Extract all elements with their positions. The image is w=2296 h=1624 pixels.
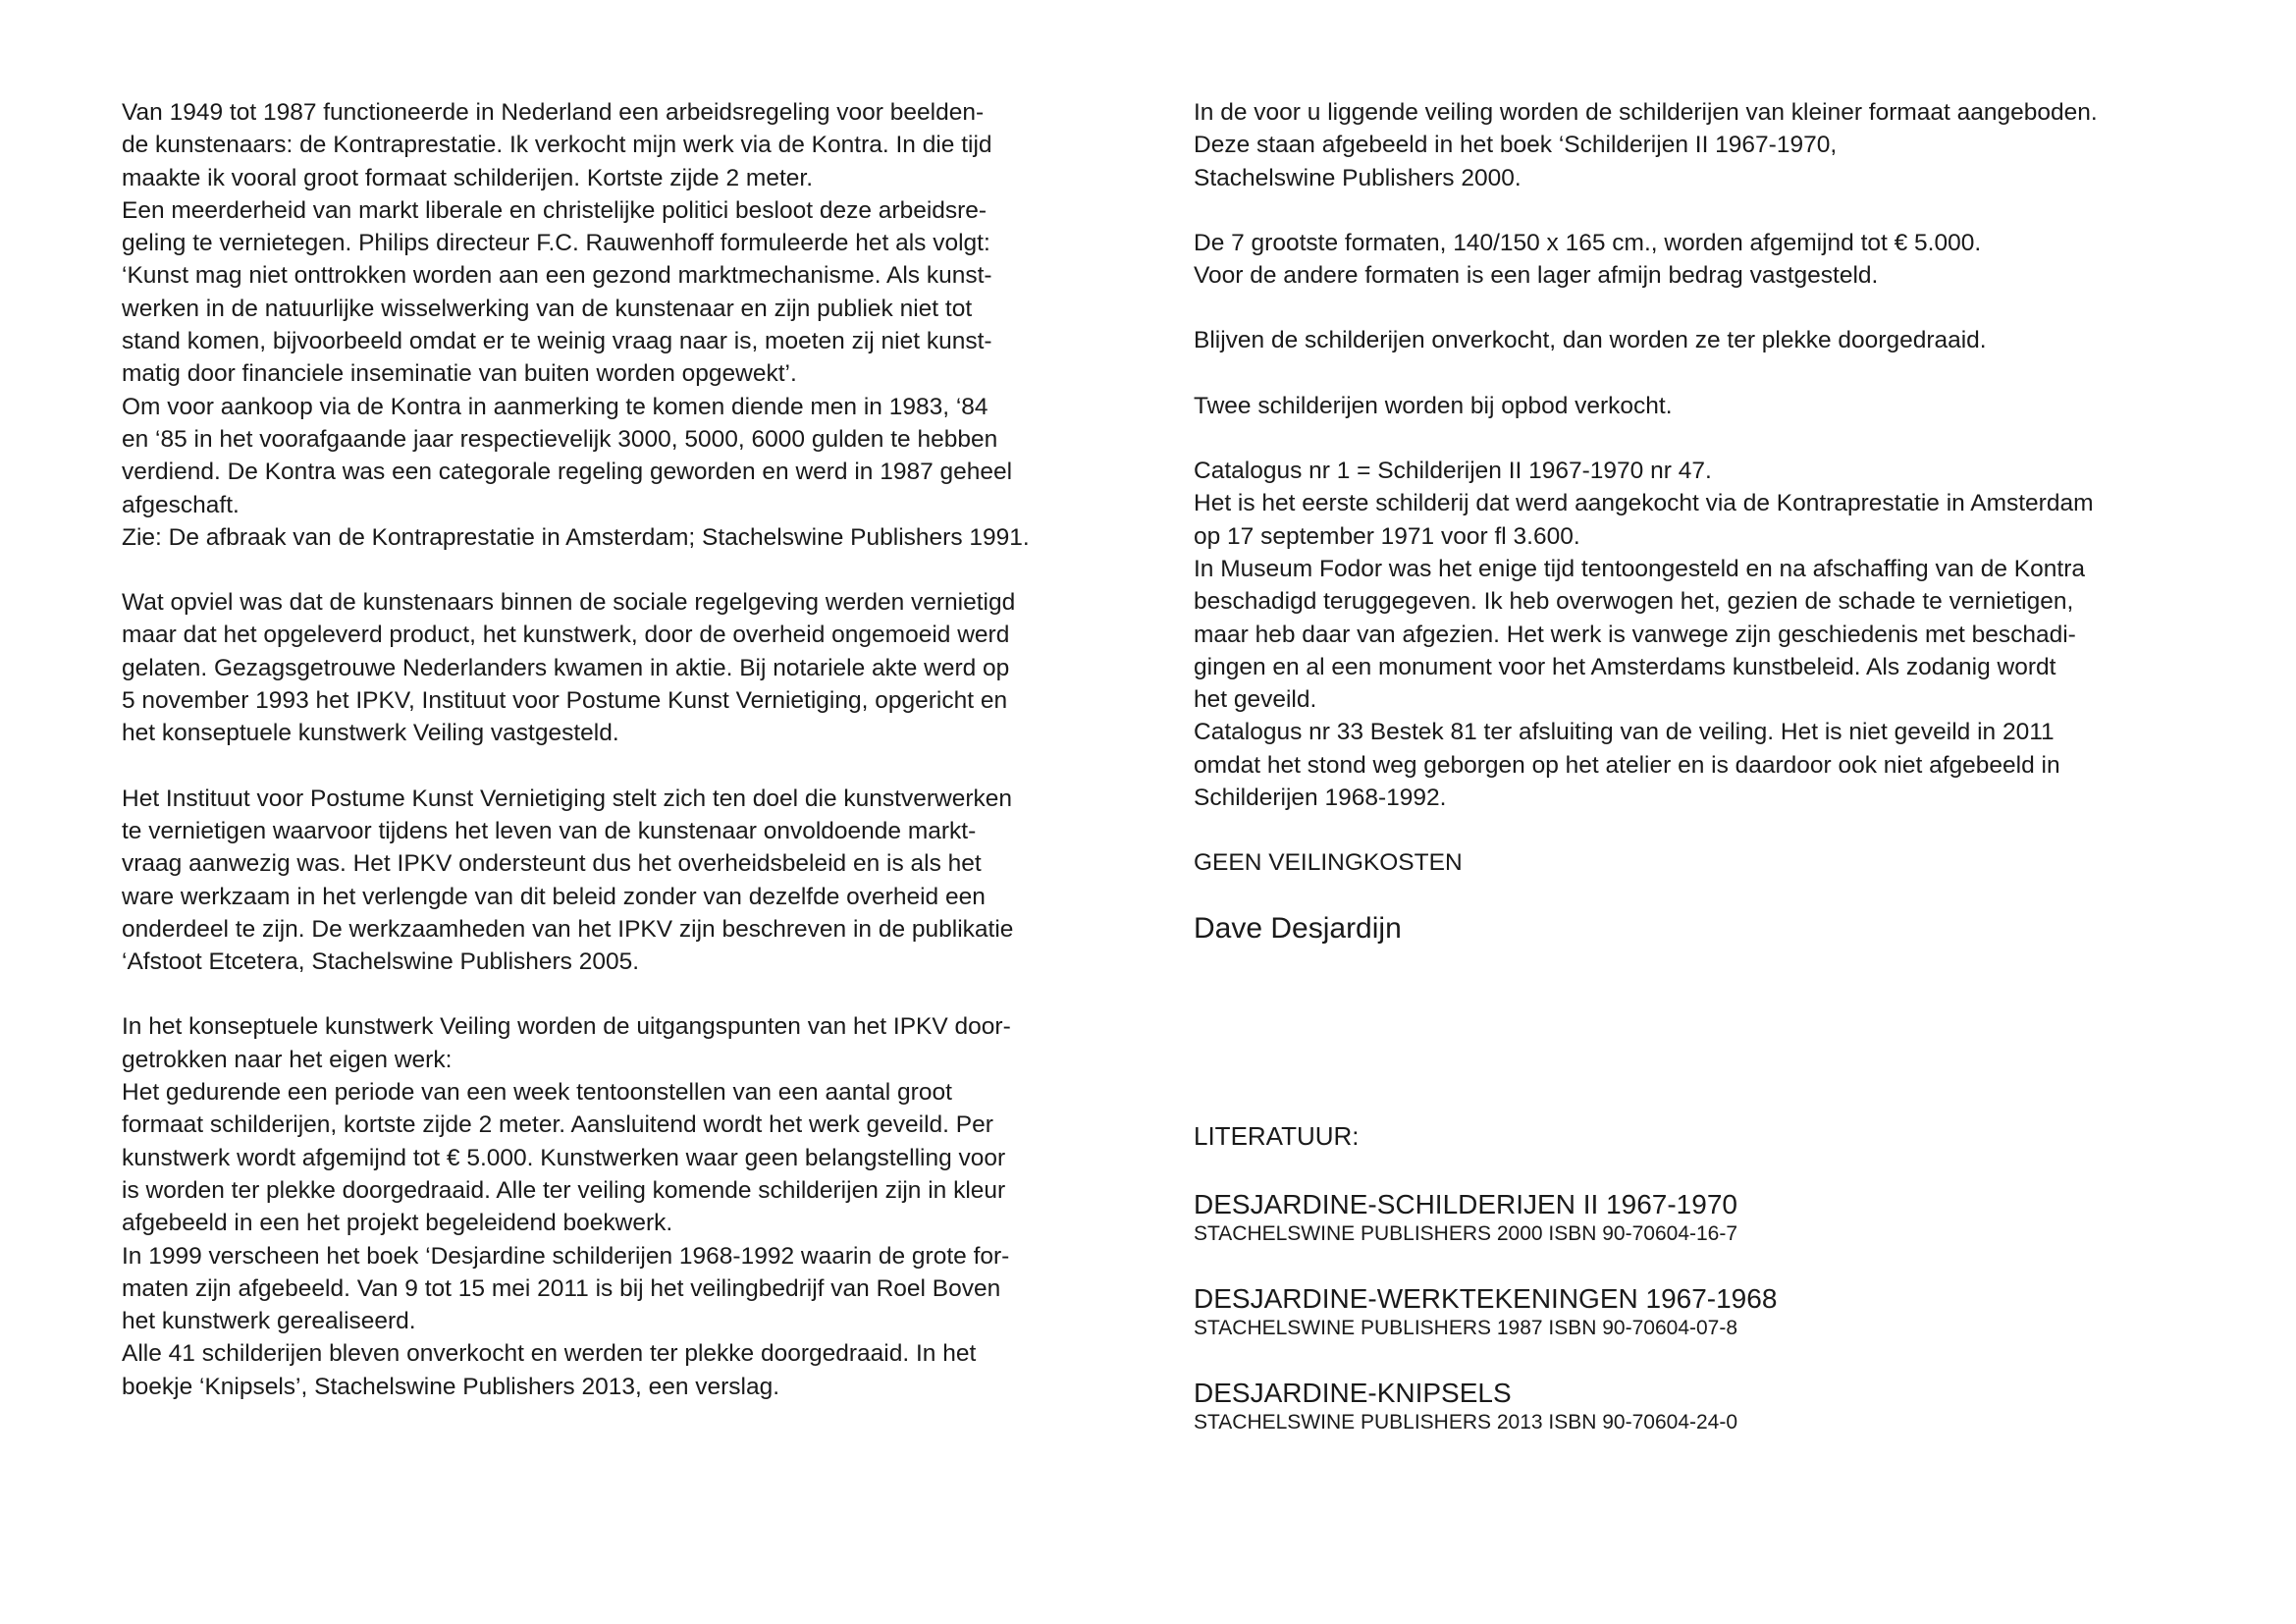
paragraph-unsold: Blijven de schilderijen onverkocht, dan worden ze ter plekke doorgedraaid. (1194, 327, 1987, 354)
paragraph-kontraprestatie: Van 1949 tot 1987 functioneerde in Nederland een arbeidsregeling voor beelden- de kunstenaars: de Kontraprestatie. Ik verkocht mijn werk via de Kontra. In die tijd maakte ik vooral groot formaat schilderijen. Kortste zijde 2 meter. Een meerderheid van markt liberale en christelijke politici besloot deze arbeidsre- geling te vernietegen. Philips directeur F.C. Rauwenhoff formuleerde het als volgt: ‘Kunst mag niet onttrokken worden aan een gezond marktmechanisme. Als kunst- werken in de natuurlijke wisselwerking van de kunstenaar en zijn publiek niet tot stand komen, bijvoorbeeld omdat er te weinig vraag naar is, moeten zij niet kunst- matig door financiele inseminatie van buiten worden opgewekt’. Om voor aankoop via de Kontra in aanmerking te komen diende men in 1983, ‘84 en ‘85 in het voorafgaande jaar respectievelijk 3000, 5000, 6000 gulden te hebben verdiend. De Kontra was een categorale regeling geworden en werd in 1987 geheel afgeschaft. Zie: De afbraak van de Kontraprestatie in Amsterdam; Stachelswine Publishers 1991. (122, 99, 1030, 551)
no-auction-costs: GEEN VEILINGKOSTEN (1194, 849, 1463, 877)
literature-item (1194, 1377, 2254, 1435)
left-column (122, 96, 1182, 1403)
paragraph-opbod: Twee schilderijen worden bij opbod verkocht. (1194, 392, 1673, 419)
literature-item (1194, 1282, 2254, 1341)
literature-heading: LITERATUUR: (1194, 1120, 1360, 1151)
literature-publisher: STACHELSWINE PUBLISHERS 1987 ISBN 90-70604-07-8 (1194, 1316, 1738, 1339)
paragraph-formats: De 7 grootste formaten, 140/150 x 165 cm., worden afgemijnd tot € 5.000. Voor de andere formaten is een lager afmijn bedrag vastgesteld. (1194, 229, 1982, 290)
signature: Dave Desjardijn (1194, 911, 1402, 945)
right-column (1194, 96, 2254, 1435)
literature-publisher: STACHELSWINE PUBLISHERS 2000 ISBN 90-70604-16-7 (1194, 1221, 1738, 1245)
literature-title: DESJARDINE-SCHILDERIJEN II 1967-1970 (1194, 1188, 1737, 1219)
paragraph-ipkv-goal: Het Instituut voor Postume Kunst Vernietiging stelt zich ten doel die kunstverwerken te vernietigen waarvoor tijdens het leven van de kunstenaar onvoldoende markt- vraag aanwezig was. Het IPKV ondersteunt dus het overheidsbeleid en is als het ware werkzaam in het verlengde van dit beleid zonder van dezelfde overheid een onderdeel te zijn. De werkzaamheden van het IPKV zijn beschreven in de publikatie ‘Afstoot Etcetera, Stachelswine Publishers 2005. (122, 785, 1014, 976)
literature-title: DESJARDINE-WERKTEKENINGEN 1967-1968 (1194, 1282, 1778, 1314)
literature-item (1194, 1188, 2254, 1247)
paragraph-catalogus: Catalogus nr 1 = Schilderijen II 1967-1970 nr 47. Het is het eerste schilderij dat werd aangekocht via de Kontraprestatie in Amsterdam op 17 september 1971 voor fl 3.600. In Museum Fodor was het enige tijd tentoongesteld en na afschaffing van de Kontra beschadigd teruggegeven. Ik heb overwogen het, gezien de schade te vernietigen, maar heb daar van afgezien. Het werk is vanwege zijn geschiedenis met beschadi- gingen en al een monument voor het Amsterdams kunstbeleid. Als zodanig wordt het geveild. Catalogus nr 33 Bestek 81 ter afsluiting van de veiling. Het is niet geveild in 2011 omdat het stond weg geborgen op het atelier en is daardoor ook niet afgebeeld in Schilderijen 1968-1992. (1194, 458, 2094, 812)
paragraph-veiling-concept: In het konseptuele kunstwerk Veiling worden de uitgangspunten van het IPKV door- getrokken naar het eigen werk: Het gedurende een periode van een week tentoonstellen van een aantal groot formaat schilderijen, kortste zijde 2 meter. Aansluitend wordt het werk geveild. Per kunstwerk wordt afgemijnd tot € 5.000. Kunstwerken waar geen belangstelling voor is worden ter plekke doorgedraaid. Alle ter veiling komende schilderijen zijn in kleur afgebeeld in een het projekt begeleidend boekwerk. In 1999 verscheen het boek ‘Desjardine schilderijen 1968-1992 waarin de grote for- maten zijn afgebeeld. Van 9 tot 15 mei 2011 is bij het veilingbedrijf van Roel Boven het kunstwerk gerealiseerd. Alle 41 schilderijen bleven onverkocht en werden ter plekke doorgedraaid. In het boekje ‘Knipsels’, Stachelswine Publishers 2013, een verslag. (122, 1013, 1011, 1400)
paragraph-auction-intro: In de voor u liggende veiling worden de schilderijen van kleiner formaat aangeboden. Deze staan afgebeeld in het boek ‘Schilderijen II 1967-1970, Stachelswine Publishers 2000. (1194, 99, 2098, 191)
paragraph-ipkv-founding: Wat opviel was dat de kunstenaars binnen de sociale regelgeving werden vernietigd maar dat het opgeleverd product, het kunstwerk, door de overheid ongemoeid werd gelaten. Gezagsgetrouwe Nederlanders kwamen in aktie. Bij notariele akte werd op 5 november 1993 het IPKV, Instituut voor Postume Kunst Vernietiging, opgericht en het konseptuele kunstwerk Veiling vastgesteld. (122, 589, 1016, 747)
literature-publisher: STACHELSWINE PUBLISHERS 2013 ISBN 90-70604-24-0 (1194, 1410, 1738, 1434)
literature-title: DESJARDINE-KNIPSELS (1194, 1377, 1512, 1408)
